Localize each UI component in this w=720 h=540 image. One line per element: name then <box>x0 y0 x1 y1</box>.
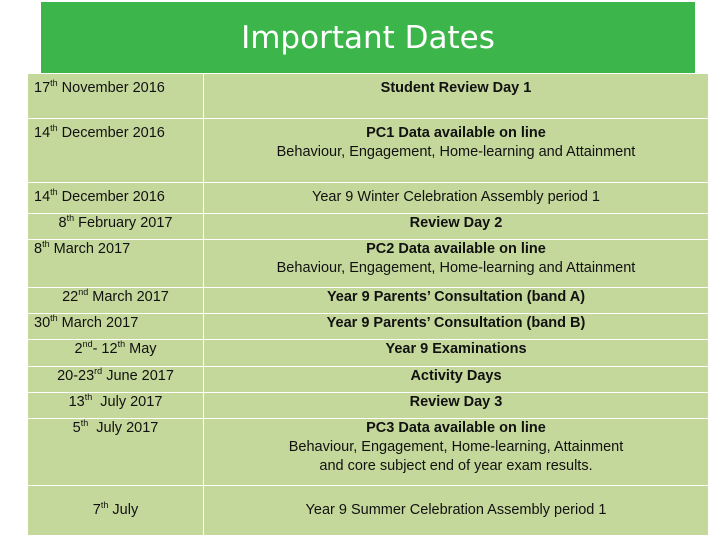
event-cell <box>204 183 709 214</box>
date-suffix: th <box>117 339 126 349</box>
date-cell <box>28 119 204 183</box>
date-month-year: July 2017 <box>92 394 163 410</box>
date-month-year: June 2017 <box>102 368 174 384</box>
date-month-year: December 2016 <box>57 189 165 205</box>
date-cell <box>28 340 204 367</box>
date-suffix: th <box>50 313 58 323</box>
date-day: 8 <box>34 241 43 257</box>
date-cell <box>28 393 204 419</box>
date-day: 20-23 <box>57 368 95 384</box>
date-cell <box>28 74 204 119</box>
event-title: Activity Days <box>410 368 502 384</box>
event-title: Review Day 2 <box>409 215 503 231</box>
event-title: Year 9 Parents’ Consultation (band A) <box>326 289 586 305</box>
table-row <box>28 419 709 486</box>
table-row <box>28 214 709 240</box>
event-title: Year 9 Parents’ Consultation (band B) <box>326 315 586 331</box>
date-cell <box>28 240 204 288</box>
date-suffix: th <box>50 78 58 88</box>
table-row <box>28 240 709 288</box>
date-month-year: March 2017 <box>88 289 169 305</box>
date-day: 14 <box>34 189 51 205</box>
date-cell <box>28 183 204 214</box>
date-range-mid: - 12 <box>92 341 118 357</box>
table-row <box>28 486 709 536</box>
event-title: Student Review Day 1 <box>380 80 532 96</box>
event-detail: Behaviour, Engagement, Home-learning, Attainment <box>288 439 624 455</box>
event-cell <box>204 367 709 393</box>
date-month-year: February 2017 <box>74 215 173 231</box>
event-cell <box>204 486 709 536</box>
event-title: Year 9 Examinations <box>385 341 527 357</box>
table-row <box>28 288 709 314</box>
date-cell <box>28 486 204 536</box>
date-cell <box>28 314 204 340</box>
table-row <box>28 340 709 367</box>
table-row <box>28 367 709 393</box>
date-suffix: th <box>100 500 109 510</box>
date-day: 14 <box>34 125 51 141</box>
table-row <box>28 74 709 119</box>
table-row <box>28 314 709 340</box>
table-row <box>28 119 709 183</box>
event-cell <box>204 214 709 240</box>
event-title: PC1 Data available on line <box>366 125 546 141</box>
date-day: 7 <box>92 502 101 518</box>
date-suffix: th <box>50 123 58 133</box>
date-day: 13 <box>68 394 85 410</box>
event-cell <box>204 119 709 183</box>
date-month-year: March 2017 <box>57 315 139 331</box>
event-cell <box>204 340 709 367</box>
date-day: 5 <box>72 420 81 436</box>
event-title: PC2 Data available on line <box>366 241 546 257</box>
event-title: Year 9 Winter Celebration Assembly period 1 <box>311 189 600 205</box>
date-month-year: November 2016 <box>57 80 165 96</box>
date-suffix: th <box>42 239 50 249</box>
date-day: 30 <box>34 315 51 331</box>
event-cell <box>204 240 709 288</box>
date-suffix: th <box>80 418 89 428</box>
date-suffix: rd <box>94 366 103 376</box>
date-month-year: July 2017 <box>88 420 159 436</box>
date-month-year: March 2017 <box>49 241 131 257</box>
event-cell <box>204 419 709 486</box>
event-title: Review Day 3 <box>409 394 503 410</box>
date-suffix: th <box>66 213 75 223</box>
date-month-year: May <box>125 341 157 357</box>
page-title: Important Dates <box>41 2 695 73</box>
date-cell <box>28 214 204 240</box>
date-cell <box>28 288 204 314</box>
important-dates-table <box>27 73 709 536</box>
event-title: PC3 Data available on line <box>366 420 546 436</box>
event-cell <box>204 288 709 314</box>
event-title: Year 9 Summer Celebration Assembly period 1 <box>305 502 607 518</box>
date-day: 22 <box>62 289 79 305</box>
date-suffix: th <box>84 392 93 402</box>
event-cell <box>204 314 709 340</box>
date-day: 17 <box>34 80 51 96</box>
event-cell <box>204 74 709 119</box>
date-month-year: July <box>108 502 139 518</box>
date-suffix: nd <box>82 339 93 349</box>
event-detail: Behaviour, Engagement, Home-learning and Attainment <box>276 260 636 276</box>
date-day: 2 <box>74 341 83 357</box>
date-day: 8 <box>58 215 67 231</box>
date-cell <box>28 367 204 393</box>
table-row <box>28 183 709 214</box>
table-row <box>28 393 709 419</box>
event-detail: Behaviour, Engagement, Home-learning and Attainment <box>276 144 636 160</box>
event-detail: and core subject end of year exam results. <box>319 458 593 474</box>
date-cell <box>28 419 204 486</box>
date-month-year: December 2016 <box>57 125 165 141</box>
date-suffix: nd <box>78 287 89 297</box>
event-cell <box>204 393 709 419</box>
date-suffix: th <box>50 187 58 197</box>
